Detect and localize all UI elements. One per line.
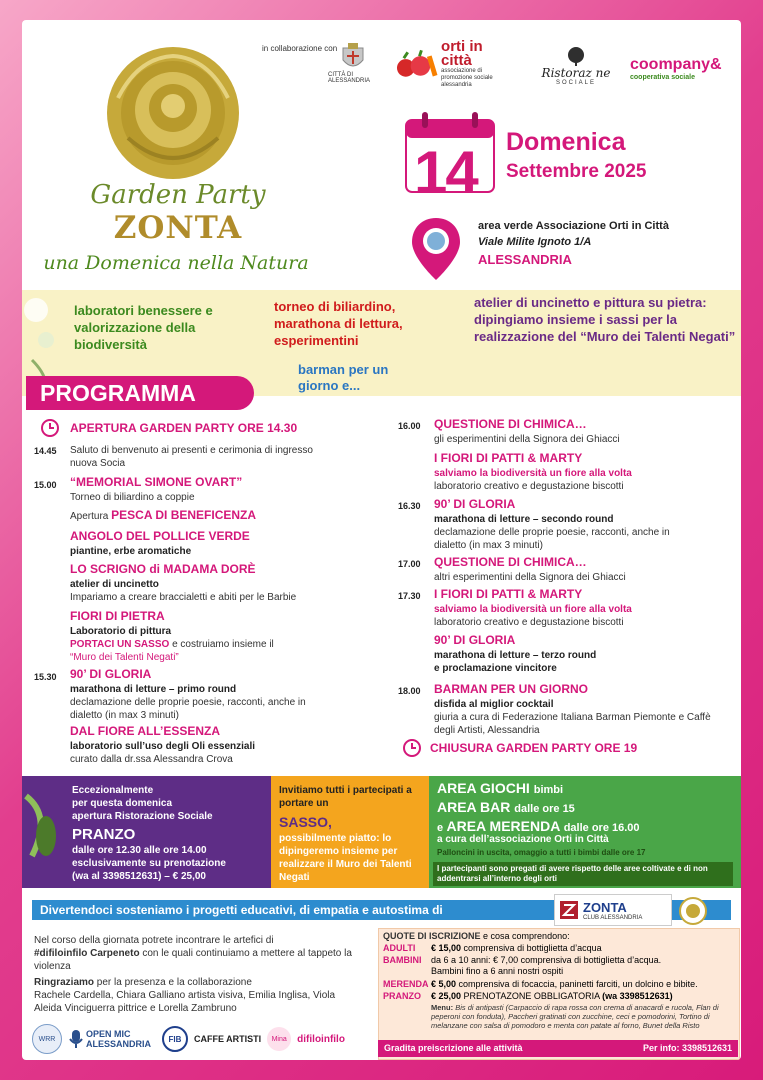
- pesca-prefix: Apertura: [70, 511, 109, 522]
- logo-open-mic-text: OPEN MIC ALESSANDRIA: [86, 1029, 152, 1049]
- fiori-title: FIORI DI PIETRA: [70, 609, 165, 623]
- gloria2-title: 90’ DI GLORIA: [434, 497, 516, 511]
- chimica2-title: QUESTIONE DI CHIMICA…: [434, 555, 587, 569]
- area-merenda-title: AREA MERENDA: [446, 818, 560, 834]
- time-1630: 16.30: [398, 501, 421, 511]
- sasso-details: possibilmente piatto: lo dipingeremo insieme per realizzare il Muro dei Talenti Negati: [279, 833, 412, 883]
- vegetables-icon: [396, 48, 439, 80]
- memorial-sub: Torneo di biliardino a coppie: [70, 492, 195, 503]
- quote-bambini-text2: Bambini fino a 6 anni nostri ospiti: [431, 966, 564, 976]
- area-giochi-title: AREA GIOCHI: [437, 780, 530, 796]
- scrigno-title: LO SCRIGNO di MADAMA DORÈ: [70, 562, 256, 576]
- quote-adulti-row: [383, 943, 602, 954]
- zonta-logo-text: ZONTA: [583, 899, 627, 915]
- thanks-rest: per la presenza e la collaborazione: [96, 977, 252, 988]
- areas-box: [429, 776, 741, 888]
- pranzo-booking: esclusivamente su prenotazione: [72, 858, 226, 869]
- quote-title: QUOTE DI ISCRIZIONE: [383, 931, 481, 941]
- fiori-sub: Laboratorio di pittura: [70, 626, 172, 637]
- thanks-label: Ringraziamo: [34, 977, 95, 988]
- area-merenda-time: dalle ore 16.00: [563, 822, 640, 834]
- quote-merenda-price: € 5,00: [431, 979, 457, 989]
- sasso-title: PORTACI UN SASSO: [70, 639, 170, 650]
- gloria1-sub: marathona di letture – primo round: [70, 684, 237, 695]
- scrigno-sub: atelier di uncinetto: [70, 579, 159, 590]
- tree-icon: [561, 46, 591, 66]
- essenza-note: curato dalla dr.ssa Alessandra Crova: [70, 754, 233, 765]
- time-1800: 18.00: [398, 686, 421, 696]
- event-day: 14: [414, 139, 477, 206]
- event-address: Viale Milite Ignoto 1/A: [478, 236, 592, 248]
- quote-footer-left: Gradita preiscrizione alle attività: [384, 1043, 523, 1053]
- logo-caffe-artisti: CAFFE ARTISTI: [194, 1034, 262, 1044]
- brand-line-1: Garden Party: [90, 180, 266, 210]
- barman-title: BARMAN PER UN GIORNO: [434, 682, 589, 696]
- sasso-rest: e costruiamo insieme il: [172, 639, 274, 650]
- quote-bambini-row: [383, 955, 661, 966]
- pranzo-intro-2: per questa domenica: [72, 798, 173, 809]
- patti1-note: laboratorio creativo e degustazione biscotti: [434, 481, 624, 492]
- quote-bambini-text1: da 6 a 10 anni: € 7,00 comprensiva di bottiglietta d’acqua.: [431, 955, 662, 965]
- logo-coompany-text: coompany&: [630, 55, 722, 73]
- zonta-logo-sub: CLUB ALESSANDRIA: [583, 914, 643, 921]
- event-month-year: Settembre 2025: [506, 161, 647, 182]
- logo-citta-text: CITTÀ DI ALESSANDRIA: [328, 72, 371, 84]
- sasso-box-title: SASSO,: [279, 814, 332, 830]
- gloria2-note: declamazione delle proprie poesie, racconti, anche in dialetto (in max 3 minuti): [434, 527, 670, 551]
- area-giochi: [437, 780, 640, 799]
- areas-curator: a cura dell’associazione Orti in Città: [437, 834, 609, 845]
- barman-sub: disfida al miglior cocktail: [434, 699, 554, 710]
- logo-ristorazione-sociale: [528, 44, 624, 88]
- quote-bambini-label: BAMBINI: [383, 955, 422, 965]
- logo-citta-alessandria: [328, 38, 378, 88]
- muro-text: “Muro dei Talenti Negati”: [70, 652, 179, 663]
- pranzo-hours: dalle ore 12.30 alle ore 14.00: [72, 845, 207, 856]
- leaf-decoration-icon: [22, 776, 72, 888]
- time-1530: 15.30: [34, 672, 57, 682]
- event-city: ALESSANDRIA: [478, 252, 572, 267]
- partner-logos-row: [32, 1024, 372, 1054]
- areas-balloons: Palloncini in uscita, omaggio a tutti i bimbi dalle ore 17: [437, 848, 646, 857]
- poster-sheet: [22, 20, 741, 1060]
- memorial-title: “MEMORIAL SIMONE OVART”: [70, 475, 243, 489]
- brand-line-3: una Domenica nella Natura: [43, 252, 309, 274]
- quote-footer: [378, 1040, 738, 1057]
- quote-adulti-price: € 15,00: [431, 943, 462, 953]
- area-bar-time: dalle ore 15: [514, 803, 575, 815]
- barman-note: giuria a cura di Federazione Italiana Barman Piemonte e Caffè degli Artisti, Alessandria: [434, 712, 711, 736]
- quote-pranzo-wa: (wa 3398512631): [602, 991, 673, 1001]
- essenza-title: DAL FIORE ALL’ESSENZA: [70, 724, 221, 738]
- quote-title-rest: e cosa comprendono:: [483, 931, 570, 941]
- areas-list: [437, 780, 640, 837]
- welcome-text: Saluto di benvenuto ai presenti e cerimonia di ingresso nuova Socia: [70, 445, 313, 469]
- quote-title-line: [383, 931, 570, 941]
- essenza-sub: laboratorio sull’uso degli Oli essenziali: [70, 741, 256, 752]
- patti2-sub: salviamo la biodiversità un fiore alla volta: [434, 604, 632, 615]
- time-1730: 17.30: [398, 591, 421, 601]
- patti1-title: I FIORI DI PATTI & MARTY: [434, 451, 583, 465]
- gloria1-title: 90’ DI GLORIA: [70, 667, 152, 681]
- logo-orti-sub: associazione di promozione sociale alessandria: [441, 67, 493, 88]
- highlight-wellness: laboratori benessere e valorizzazione della biodiversità: [74, 303, 213, 352]
- logo-wrr: WRR: [32, 1024, 62, 1054]
- scrigno-note: Impariamo a creare braccialetti e abiti per le Barbie: [70, 592, 297, 603]
- location-pin-icon: [410, 216, 462, 282]
- pesca-title: PESCA DI BENEFICENZA: [111, 508, 257, 522]
- artisans-text: [34, 934, 370, 973]
- zonta-emblem-icon: [559, 900, 579, 920]
- quote-pranzo-price: € 25,00: [431, 991, 462, 1001]
- gloria3-title: 90’ DI GLORIA: [434, 633, 516, 647]
- time-1700: 17.00: [398, 559, 421, 569]
- artisans-mission: con le quali continuiamo a mettere al tappeto la violenza: [34, 948, 352, 972]
- logo-ristorazione-text: Ristoraz ne: [541, 66, 611, 80]
- logo-fib: FIB: [162, 1026, 188, 1052]
- patti2-title: I FIORI DI PATTI & MARTY: [434, 587, 583, 601]
- pranzo-details: [72, 844, 226, 883]
- opening-time: APERTURA GARDEN PARTY ORE 14.30: [70, 421, 298, 435]
- chimica1-sub: gli esperimentini della Signora dei Ghiacci: [434, 434, 620, 445]
- pranzo-intro-3: apertura Ristorazione Sociale: [72, 811, 213, 822]
- quote-merenda-label: MERENDA: [383, 979, 429, 989]
- closing-time: CHIUSURA GARDEN PARTY ORE 19: [430, 741, 638, 755]
- time-1600: 16.00: [398, 421, 421, 431]
- pranzo-box: [22, 776, 271, 888]
- crest-icon: [340, 42, 366, 72]
- logo-orti-in-citta: [396, 37, 516, 88]
- areas-note: I partecipanti sono pregati di avere rispetto delle aree coltivate e di non addentrarsi all’interno degli orti: [433, 862, 733, 886]
- quote-merenda-text: comprensiva di focaccia, paninetti farciti, un dolcino e bibite.: [458, 979, 698, 989]
- sponsor-strip-text: Divertendoci sosteniamo i progetti educativi, di empatia e autostima di: [40, 903, 443, 917]
- artisans-tag: #difiloinfilo Carpeneto: [34, 948, 140, 959]
- gloria3-sub: marathona di letture – terzo round: [434, 650, 597, 661]
- pesca-line: [70, 509, 256, 523]
- programma-title: PROGRAMMA: [26, 376, 254, 410]
- thanks-names: Rachele Cardella, Chiara Galliano artista visiva, Emilia Inglisa, Viola Aleida Vinciguerra pittrice e Lorella Zambruno: [34, 990, 336, 1014]
- microphone-icon: [68, 1029, 84, 1049]
- gloria1-note: declamazione delle proprie poesie, racconti, anche in dialetto (in max 3 minuti): [70, 697, 306, 721]
- quote-pranzo-text: PRENOTAZONE OBBLIGATORIA: [463, 991, 600, 1001]
- logo-difiloinfilo: difiloinfilo: [297, 1033, 345, 1045]
- time-1445: 14.45: [34, 446, 57, 456]
- quote-pranzo-label: PRANZO: [383, 991, 421, 1001]
- area-bar: [437, 799, 640, 818]
- clock-icon: [40, 418, 60, 438]
- quote-menu-label: Menu:: [431, 1003, 454, 1012]
- event-weekday: Domenica: [506, 128, 626, 156]
- quote-footer-right: Per info: 3398512631: [642, 1043, 732, 1053]
- area-giochi-sub: bimbi: [533, 784, 564, 796]
- logo-ristorazione-sub: SOCIALE: [555, 80, 596, 86]
- highlight-atelier: atelier di uncinetto e pittura su pietra: dipingiamo insieme i sassi per la realizzazione del “Muro dei Talenti Negati”: [474, 295, 736, 344]
- gloria2-sub: marathona di letture – secondo round: [434, 514, 614, 525]
- quote-menu: [431, 1003, 733, 1030]
- quote-adulti-text: comprensiva di bottiglietta d’acqua: [463, 943, 602, 953]
- pranzo-title: PRANZO: [72, 826, 136, 843]
- clock-icon: [402, 738, 422, 758]
- pranzo-intro-1: Eccezionalmente: [72, 785, 154, 796]
- area-merenda-and: e: [437, 822, 444, 834]
- gloria3-note: e proclamazione vincitore: [434, 663, 557, 674]
- chimica2-sub: altri esperimentini della Signora dei Ghiacci: [434, 572, 626, 583]
- chimica1-title: QUESTIONE DI CHIMICA…: [434, 417, 587, 431]
- area-bar-title: AREA BAR: [437, 799, 511, 815]
- thanks-text: [34, 976, 364, 1015]
- quote-pranzo-row: [383, 991, 673, 1001]
- pranzo-price: (wa al 3398512631) – € 25,00: [72, 871, 206, 882]
- logo-open-mic: [68, 1029, 156, 1049]
- artisans-intro: Nel corso della giornata potrete incontrare le artefici di: [34, 935, 274, 946]
- zonta-logo: [554, 894, 672, 926]
- rose-logo-icon: [98, 38, 248, 188]
- logo-mina: Mina: [267, 1027, 291, 1051]
- pranzo-intro: [72, 784, 213, 823]
- sasso-box: [271, 776, 429, 888]
- quote-merenda-row: [383, 979, 698, 989]
- highlight-barman: barman per un giorno e...: [298, 362, 389, 393]
- brand-line-2: ZONTA: [113, 210, 243, 246]
- pollice-sub: piantine, erbe aromatiche: [70, 546, 192, 557]
- event-venue: area verde Associazione Orti in Città: [478, 220, 669, 232]
- time-1500: 15.00: [34, 480, 57, 490]
- patti1-sub: salviamo la biodiversità un fiore alla volta: [434, 468, 632, 479]
- zonta-rose-icon: [678, 896, 708, 926]
- logo-coompany-sub: cooperativa sociale: [630, 73, 695, 81]
- sasso-line: [70, 638, 274, 651]
- highlight-tournament: torneo di biliardino, marathona di lettura, esperimentini: [274, 299, 403, 348]
- quote-menu-text: Bis di antipasti (Carpaccio di rapa rossa con crema di anacardi e rucola, Flan di peperoni con fonduta), Paccheri gratinati con zucchine, ceci e pomodorini, Tortino di melanzane con salsa di pomodoro e menta con patate al forno, Bunet della Risto: [431, 1003, 719, 1030]
- patti2-note: laboratorio creativo e degustazione biscotti: [434, 617, 624, 628]
- quote-adulti-label: ADULTI: [383, 943, 416, 953]
- pollice-title: ANGOLO DEL POLLICE VERDE: [70, 529, 250, 543]
- logo-coompany: [630, 50, 738, 86]
- collab-label: in collaborazione con: [262, 44, 338, 53]
- sasso-intro: Invitiamo tutti i partecipati a portare un: [279, 785, 412, 809]
- logo-orti-text: orti in città: [441, 37, 483, 69]
